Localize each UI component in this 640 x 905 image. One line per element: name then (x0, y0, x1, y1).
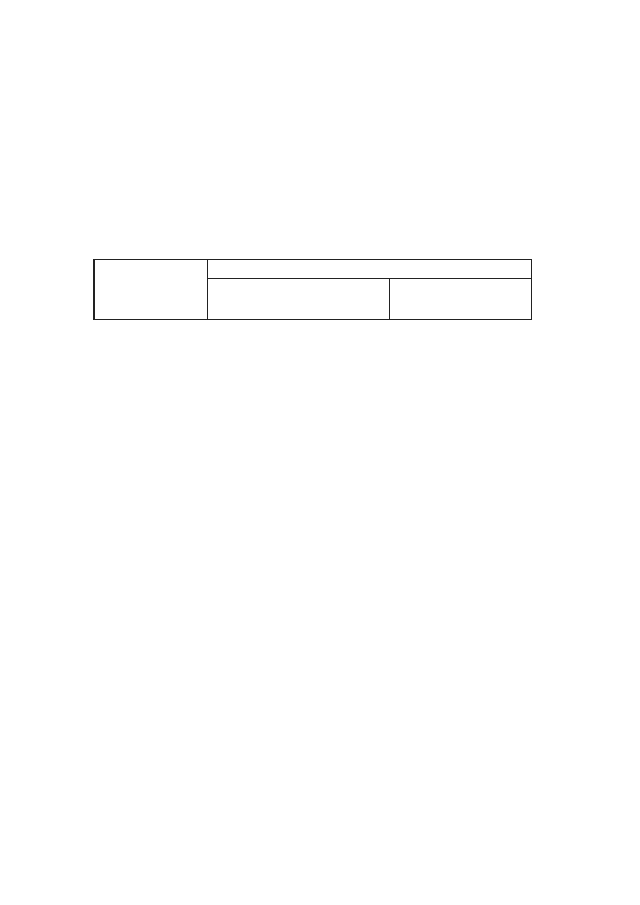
header-x-north (207, 279, 389, 320)
header-coordinates (207, 260, 531, 279)
coordinates-table-b30 (93, 259, 532, 320)
header-y-east (389, 279, 531, 320)
header-point-number (94, 260, 207, 320)
